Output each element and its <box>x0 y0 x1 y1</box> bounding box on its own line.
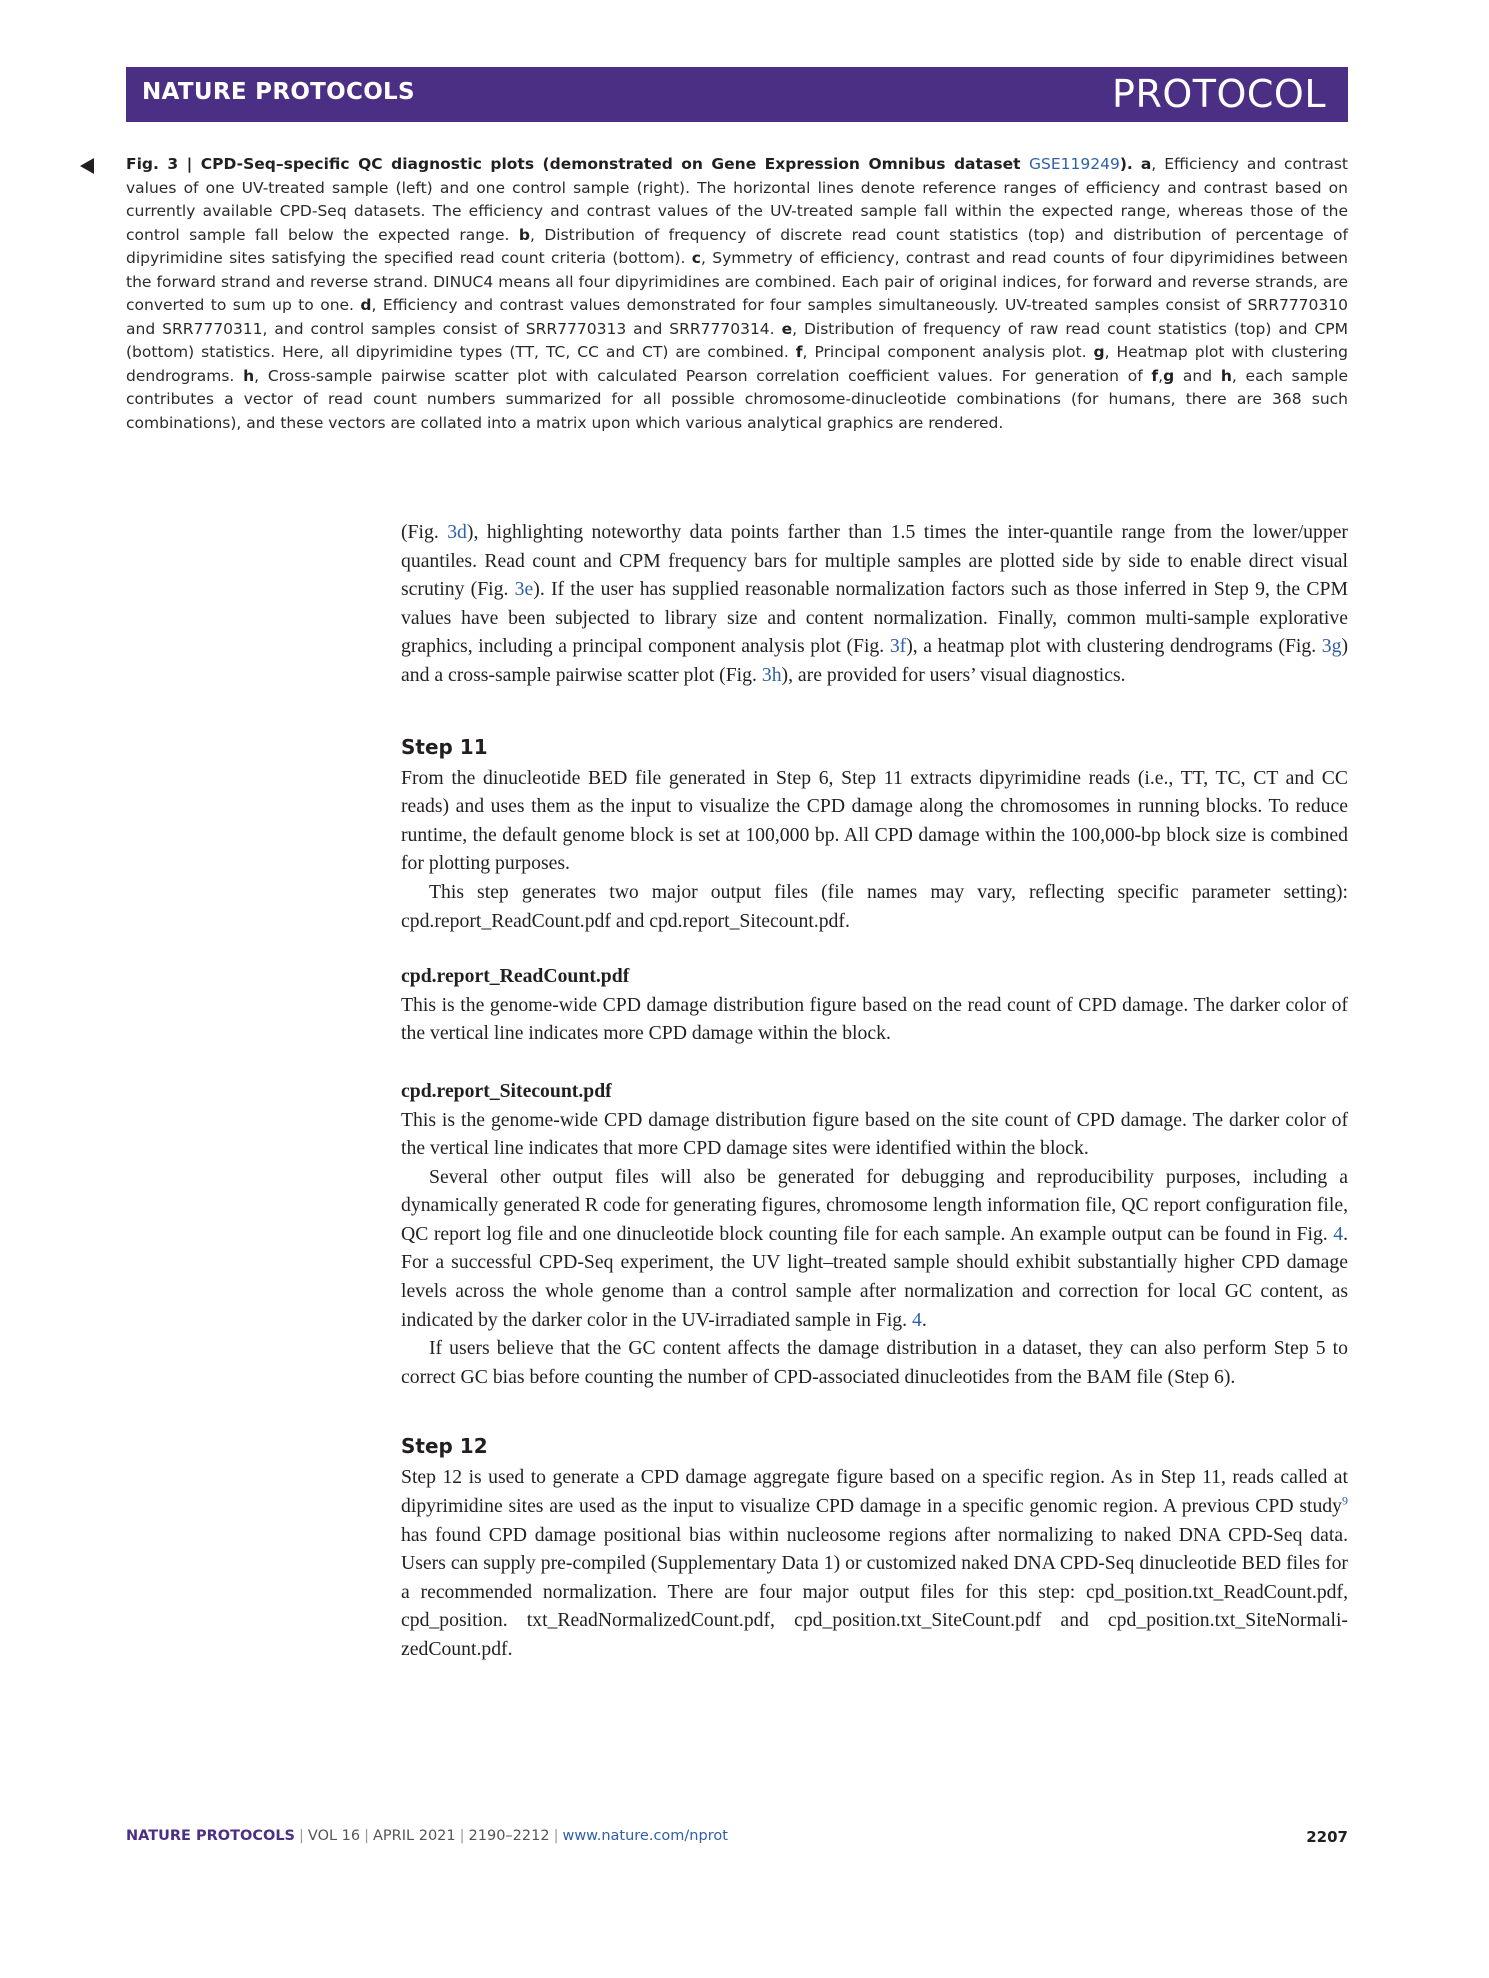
journal-name: NATURE PROTOCOLS <box>142 79 415 105</box>
text: ), a heatmap plot with clustering dendrograms (Fig. <box>906 635 1322 658</box>
reference-9[interactable]: 9 <box>1342 1493 1348 1508</box>
dataset-link[interactable]: GSE119249 <box>1029 155 1120 173</box>
text: Several other output files will also be generated for debugging and reproducibility purposes, including a dynamically generated R code for generating figures, chromosome length information file, QC report configuration file, QC report log file and one dinucleotide block counting file for each sample. An example output can be found in Fig. <box>401 1165 1348 1245</box>
readcount-paragraph: This is the genome-wide CPD damage distribution figure based on the read count of CPD damage. The darker color of the vertical line indicates more CPD damage within the block. <box>401 993 1348 1045</box>
caption-arrow-icon <box>80 158 94 174</box>
panel-f-ref: f <box>1151 366 1159 385</box>
panel-f-label: f <box>795 343 803 361</box>
panel-h-label: h <box>243 366 255 385</box>
text: ) and a cross-sample pairwise scatter plot (Fig. <box>401 635 1348 686</box>
panel-e-text: , Distribution of frequency of raw read count statistics (top) and CPM (bottom) statistics. Here, all dipyrimidine types (TT, TC, CC and CT) are combined. <box>126 319 1349 361</box>
page-number: 2207 <box>1306 1828 1348 1846</box>
panel-a-label: a <box>1140 155 1152 173</box>
caption-and: and <box>1174 366 1221 385</box>
footer-pages: 2190–2212 <box>468 1828 550 1844</box>
fig-ref-3f[interactable]: 3f <box>889 635 907 658</box>
footer-journal: NATURE PROTOCOLS <box>126 1828 296 1844</box>
step11-paragraph-2: This step generates two major output files (file names may vary, reflecting specific parameter setting): cpd.report_ReadCount.pdf and cpd.report_Sitecount.pdf. <box>401 880 1348 932</box>
fig-ref-4b[interactable]: 4 <box>912 1308 922 1331</box>
footer-url[interactable]: www.nature.com/nprot <box>562 1828 728 1844</box>
text: . <box>921 1308 927 1331</box>
page-footer: NATURE PROTOCOLS | VOL 16 | APRIL 2021 | 2190–2212 | www.nature.com/nprot 2207 <box>126 1828 1348 1846</box>
panel-g-text: , Heatmap plot with clustering dendrograms. <box>126 343 1348 385</box>
text: . For a successful CPD-Seq experiment, the UV light–treated sample should exhibit substantially higher CPD damage levels across the whole genome than a control sample after normalization and correction for local GC content, as indicated by the darker color in the UV-irradiated sample in Fig. <box>401 1222 1348 1331</box>
step11-paragraph-1: From the dinucleotide BED file generated in Step 6, Step 11 extracts dipyrimidine reads (i.e., TT, TC, CT and CC reads) and uses them as the input to visualize the CPD damage along the chromosomes in running blocks. To reduce runtime, the default genome block is set at 100,000 bp. All CPD damage within the 100,000-bp block size is combined for plotting purposes. <box>401 766 1348 875</box>
gc-paragraph: If users believe that the GC content affects the damage distribution in a dataset, they can also perform Step 5 to correct GC bias before counting the number of CPD-associated dinucleotides from the BAM file (Step 6). <box>401 1337 1348 1388</box>
caption-end-text: , each sample contributes a vector of read count numbers summarized for all possible chromosome-dinucleotide combinations (for humans, there are 368 such combinations), and these vectors are collated into a matrix upon which various analytical graphics are rendered. <box>126 366 1349 432</box>
panel-b-text: , Distribution of frequency of discrete read count statistics (top) and distribution of percentage of dipyrimidine sites satisfying the specified read count criteria (bottom). <box>126 225 1348 267</box>
panel-e-label: e <box>781 319 793 338</box>
text: (Fig. <box>401 521 448 543</box>
panel-h-text: , Cross-sample pairwise scatter plot with calculated Pearson correlation coefficient values. For generation of <box>254 366 1152 385</box>
panel-c-text: , Symmetry of efficiency, contrast and read counts of four dipyrimidines between the forward strand and reverse strand. DINUC4 means all four dipyrimidines are combined. Each pair of original indices, for forward and reverse strands, are converted to sum up to one. <box>126 249 1348 314</box>
text: Step 12 is used to generate a CPD damage aggregate figure based on a specific region. As in Step 11, reads called at dipyrimidine sites are used as the input to visualize CPD damage in a specific genomic region. A previous CPD study <box>401 1466 1348 1518</box>
figure-caption <box>126 153 1348 435</box>
main-body <box>401 518 1348 1664</box>
footer-date: APRIL 2021 <box>373 1828 456 1844</box>
sitecount-heading: cpd.report_Sitecount.pdf <box>401 1079 612 1102</box>
panel-b-label: b <box>518 225 530 244</box>
text: ), highlighting noteworthy data points farther than 1.5 times the inter-quantile range from the lower/upper quantiles. Read count and CPM frequency bars for multiple samples are plotted side by side to enable direct visual scrutiny (Fig. <box>401 521 1348 601</box>
step12-heading: Step 12 <box>401 1434 488 1459</box>
readcount-heading: cpd.report_ReadCount.pdf <box>401 965 630 988</box>
caption-title-end: ). <box>1119 155 1133 173</box>
sitecount-paragraph: This is the genome-wide CPD damage distribution figure based on the site count of CPD damage. The darker color of the vertical line indicates that more CPD damage sites were identified within the block. <box>401 1108 1348 1160</box>
paragraph-intro <box>401 518 1348 690</box>
panel-g-label: g <box>1093 343 1105 361</box>
page-header <box>126 67 1348 122</box>
step11-heading: Step 11 <box>401 734 488 759</box>
fig-ref-3h[interactable]: 3h <box>761 663 782 686</box>
panel-g-ref: g <box>1163 366 1175 385</box>
caption-title-start: CPD-Seq–specific QC diagnostic plots (demonstrated on Gene Expression Omnibus dataset <box>200 155 1029 173</box>
fig-ref-3d[interactable]: 3d <box>447 521 467 543</box>
text: ). If the user has supplied reasonable normalization factors such as those inferred in Step 9, the CPM values have been subjected to library size and content normalization. Finally, common multi-sample explorative graphics, including a principal component analysis plot (Fig. <box>401 578 1348 658</box>
section-label: PROTOCOL <box>1112 72 1326 116</box>
fig-ref-3e[interactable]: 3e <box>514 578 534 601</box>
panel-c-label: c <box>691 249 701 267</box>
fig-ref-3g[interactable]: 3g <box>1321 635 1342 658</box>
step12-paragraph <box>401 1463 1348 1663</box>
caption-comma: , <box>1158 366 1164 385</box>
footer-volume: VOL 16 <box>307 1828 361 1844</box>
panel-d-text: , Efficiency and contrast values demonstrated for four samples simultaneously. UV-treated samples consist of SRR7770310 and SRR7770311, and control samples consist of SRR7770313 and SRR7770314. <box>126 296 1348 338</box>
panel-a-text: , Efficiency and contrast values of one UV-treated sample (left) and one control sample (right). The horizontal lines denote reference ranges of efficiency and contrast based on currently available CPD-Seq datasets. The efficiency and contrast values of the UV-treated sample fall within the expected range, whereas those of the control sample fall below the expected range. <box>126 155 1348 244</box>
text: has found CPD damage positional bias within nucleosome regions after normalizing to naked DNA CPD-Seq data. Users can supply pre-compiled (Supplementary Data 1) or customized naked DNA CPD-Seq dinucleotide BED files for a recommended normalization. There are four major output files for this step: cpd_position.txt_ReadCount.pdf, cpd_position. txt_ReadNormalizedCount.pdf, cpd_position.txt_SiteCount.pdf and cpd_position.txt_SiteNormali-zedCount.pdf. <box>401 1523 1348 1660</box>
fig-ref-4[interactable]: 4 <box>1333 1222 1344 1245</box>
panel-h-ref: h <box>1220 366 1232 385</box>
text: ), are provided for users’ visual diagnostics. <box>781 663 1126 686</box>
caption-label: Fig. 3 | <box>126 155 201 173</box>
panel-f-text: , Principal component analysis plot. <box>802 343 1094 361</box>
several-files-paragraph <box>401 1163 1348 1335</box>
panel-d-label: d <box>360 296 372 314</box>
